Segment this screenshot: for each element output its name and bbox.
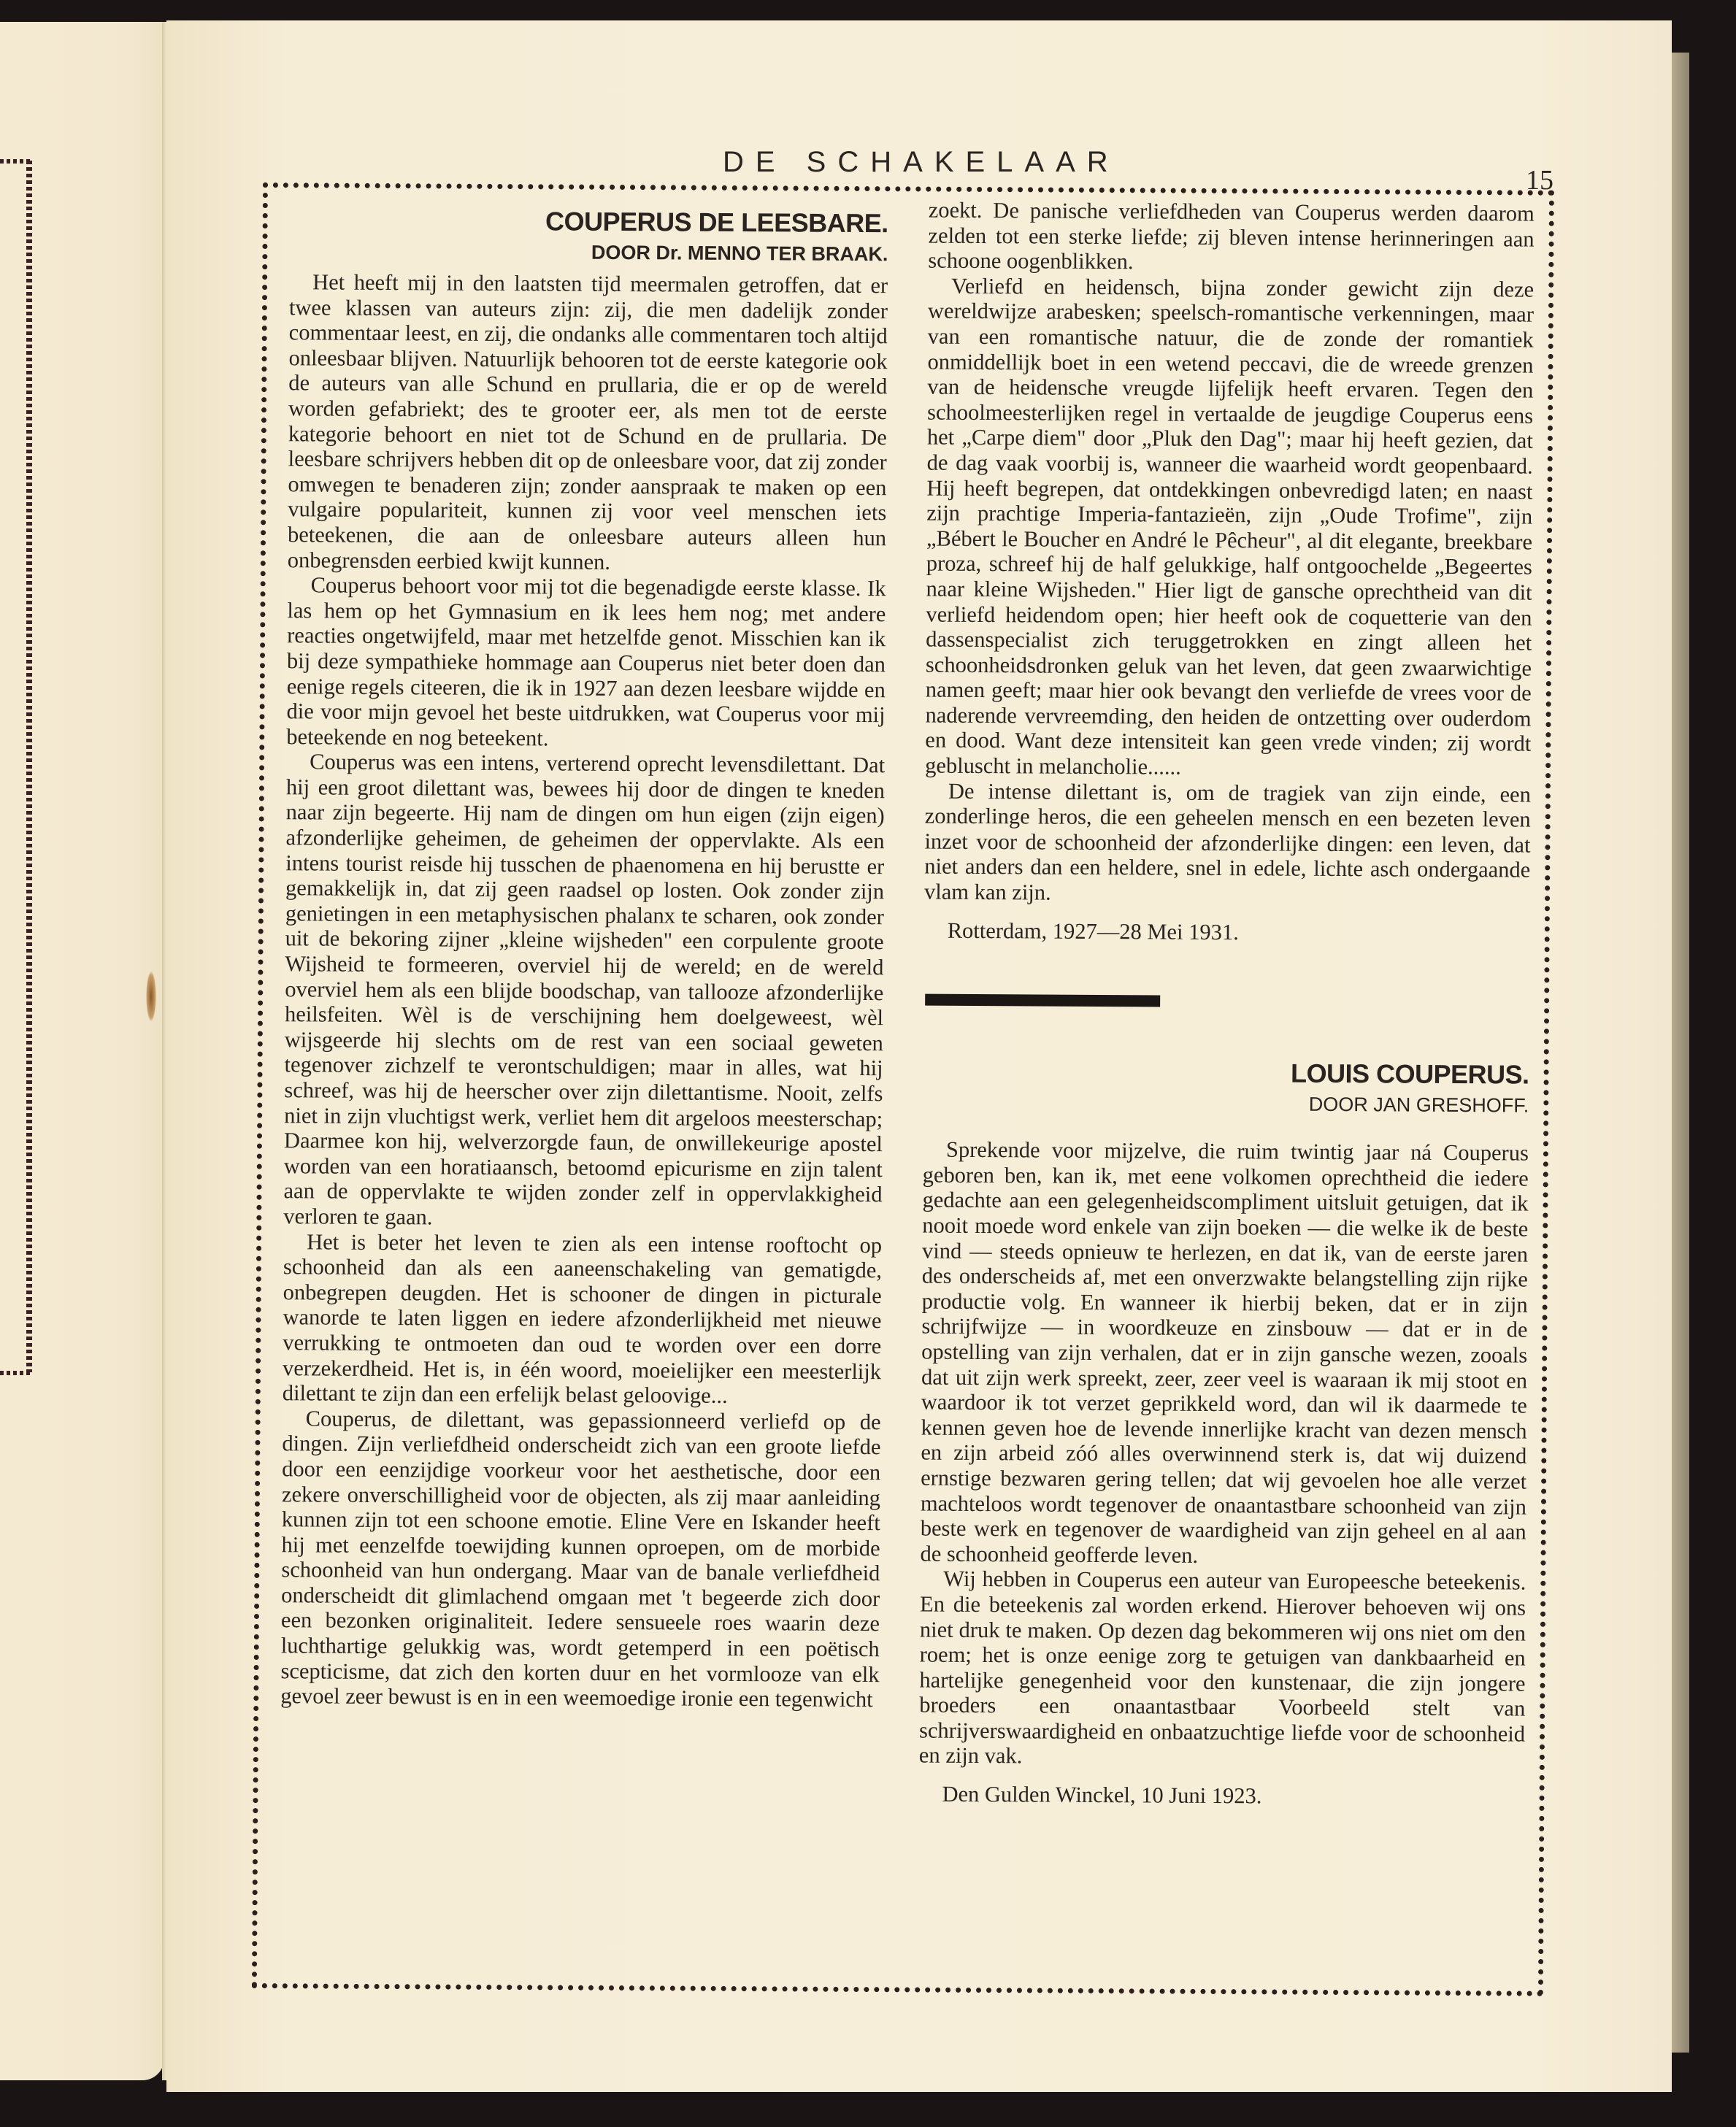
page-number: 15 [1526, 165, 1553, 196]
facing-left-page [0, 22, 164, 2080]
left-page-border-side [26, 161, 32, 1372]
paragraph: Het is beter het leven te zien als een intense rooftocht op schoonheid dan als een aaneenschakeling van gematigde, onbegrepen deugden. Het is schooner de dingen in picturale wanorde te laten liggen en iedere afzonderlijkheid met nieuwe verrukking te ontmoeten dan oud te worden over een dorre verzekerdheid. Het is, in één woord, moeielijker een meesterlijk dilettant te zijn dan een erfelijk belast geloovige... [282, 1228, 883, 1409]
page-edge [1672, 53, 1689, 2053]
article-byline: DOOR Dr. MENNO TER BRAAK. [591, 241, 888, 266]
paragraph: Couperus behoort voor mij tot die begenadigde eerste klasse. Ik las hem op het Gymnasium en ik lees hem nog; met andere reacties ongetwijfeld, maar met hetzelfde genot. Misschien kan ik bij deze sympathieke hommage aan Couperus niet beter doen dan eenige regels citeeren, die ik in 1927 aan dezen leesbare wijdde en die voor mijn gevoel het beste uitdrukken, wat Couperus voor mij beteekende en nog beteekent. [286, 572, 886, 751]
ornamental-frame [252, 182, 1554, 1996]
paragraph: Sprekende voor mijzelve, die ruim twintig jaar ná Couperus geboren ben, kan ik, met eene volkomen oprechtheid die iedere gedachte aan een gelegenheidscompliment uitsluit getuigen, dat ik nooit moede word enkele van zijn boeken — die welke ik de beste vind — steeds opnieuw te herlezen, en dat ik, van de eerste jaren des onderscheids af, met een onverzwakte belangstelling zijn rijke productie volg. En wanneer ik hierbij beken, dat er in zijn schrijfwijze — in woordkeuze en zinsbouw — dat er in de opstelling van zijn verhalen, dat er in zijn gansche wezen, zooals dat uit zijn werk spreekt, zeer, zeer veel is waaraan ik mij stoot en waardoor ik tot verzet geprikkeld word, dan wil ik daarmede te kennen geven hoe de levende innerlijke kracht van dezen mensch en zijn arbeid zóó alles overwinnend sterk is, dat wij duizend ernstige bezwaren gering tellen; dat wij gevoelen hoe alle verzet machteloos wordt tegenover de onaantastbare schoonheid van zijn beste werk en tegenover de waardigheid van zijn geheel en al aan de schoonheid geofferde leven. [920, 1136, 1529, 1568]
section-divider-rule [925, 994, 1160, 1007]
column-left [280, 204, 888, 1712]
paragraph: Het heeft mij in den laatsten tijd meermalen getroffen, dat er twee klassen van auteurs zijn: zij, die men dadelijk zonder commentaar leest, en zij, die ondanks alle commentaren toch altijd onleesbaar blijven. Natuurlijk behooren tot de eerste kategorie ook de auteurs van alle Schund en prullaria, die er op de wereld worden gefabriekt; des te grooter eer, als men tot de eerste kategorie behoort en niet tot de Schund en de prullaria. De leesbare schrijvers hebben dit op de onleesbare voor, dat zij zonder omwegen te benaderen zijn; zonder aanspraak te maken op een vulgaire populariteit, kunnen zij voor veel menschen iets beteekenen, die aan de onleesbare auteurs alleen hun onbegrensden eerbied kwijt kunnen. [287, 269, 888, 574]
paragraph: De intense dilettant is, om de tragiek van zijn einde, een zonderlinge heros, die een geheelen mensch en een bezeten leven inzet voor de schoonheid der afzonderlijke dingen: een leven, dat niet anders dan een heldere, snel in edele, lichte asch ondergaande vlam kan zijn. [923, 778, 1532, 905]
article-dateline: Den Gulden Winckel, 10 Juni 1923. [942, 1781, 1262, 1809]
left-page-border-bottom [0, 1371, 32, 1375]
running-head: DE SCHAKELAAR [723, 146, 1120, 178]
paragraph: Verliefd en heidensch, bijna zonder gewicht zijn deze wereldwijze arabesken; speelsch-romantische verkenningen, maar van een romantische natuur, die de zonde der romantiek onmiddellijk boet in een wetend peccavi, die de wreede grenzen van de heidensche vreugde lijfelijk heeft ervaren. Tegen den schoolmeesterlijken regel in vertaalde de jeugdige Couperus eens het „Carpe diem" door „Pluk den Dag"; maar hij heeft gezien, dat de dag vaak voorbij is, wanneer die waarheid wordt geopenbaard. Hij heeft begrepen, dat ontdekkingen onbevredigd laten; en naast zijn prachtige Imperia-fantazieën, zijn „Oude Trofime", zijn „Bébert le Boucher en André le Pêcheur", al dit elegante, breekbare proza, schreef hij de half gelukkige, half ontgoochelde „Begeertes naar kleine Wijsheden." Hier ligt de gansche oprechtheid van dit verliefd heidendom open; hier heeft ook de coquetterie van den dassenspecialist zich teruggetrokken en zingt alleen het schoonheidsdronken geluk van het leven, dat geen zwaarwichtige namen geeft; maar hier ook bevangt den verliefde de vrees voor de naderende vervreemding, den heiden de ontzetting over ouderdom en dood. Want deze intensiteit kan geen vrede vinden; zij wordt gebluscht in melancholie...... [925, 273, 1535, 780]
column-right [918, 198, 1534, 1811]
article-title: COUPERUS DE LEESBARE. [545, 206, 888, 239]
paragraph: Couperus was een intens, verterend oprecht levensdilettant. Dat hij een groot dilettant was, bewees hij door de dingen te kneden naar zijn begeerte. Hij nam de dingen om hun eigen (zijn eigen) afzonderlijke geheimen, de geheimen der oppervlakte. Als een intens tourist reisde hij tusschen de phaenomena en hij berustte er gemakkelijk in, dat zij geen raadsel op losten. Ook zonder zijn genietingen in een metaphysischen phalanx te scharen, ook zonder uit de bekoring zijner „kleine wijsheden" een corpulente groote Wijsheid te formeeren, overviel hij de wereld; en de wereld overviel hem als een blijde boodschap, van tallooze afzonderlijke heilsfeiten. Wèl is de verschijning hem doelgeweest, wèl wijsgeerde hij slechts om de rest van een sociaal geweten tegenover zichzelf te verontschuldigen; maar in alles, wat hij schreef, was hij de heerscher over zijn dilettantisme. Nooit, zelfs niet in zijn vluchtigst werk, verliet hem dit argeloos meesterschap; Daarmee kon hij, welverzorgde faun, de onwillekeurige apostel worden van een horatiaansch, betoomd epicurisme en zijn talent aan de oppervlakte te wijden zonder zelf in oppervlakkigheid verloren te gaan. [283, 749, 886, 1230]
article-dateline: Rotterdam, 1927—28 Mei 1931. [947, 918, 1239, 945]
paragraph: Couperus, de dilettant, was gepassionneerd verliefd op de dingen. Zijn verliefdheid onderscheidt zich van een groote liefde door een eenzijdige voorkeur voor het aesthetische, door een zekere onverschilligheid voor de objecten, als zij maar aanleiding kunnen zijn tot een schoone emotie. Eline Vere en Iskander heeft hij met eenzelfde toewijding kunnen oproepen, om de morbide schoonheid van hun ondergang. Maar van de banale verliefdheid onderscheidt dit glimlachend omgaan met 't begeerde zich door een bezonken originaliteit. Iedere sensueele roes waarin deze luchthartige gelukkig was, wordt getemperd in een poëtisch scepticisme, dat zich den korten duur en het vormlooze van elk gevoel zeer bewust is en in een weemoedige ironie een tegenwicht [280, 1406, 881, 1712]
paper-stain [146, 971, 156, 1022]
article-title: LOUIS COUPERUS. [1290, 1058, 1529, 1090]
article-byline: DOOR JAN GRESHOFF. [1308, 1093, 1529, 1117]
paragraph-continued: zoekt. De panische verliefdheden van Couperus werden daarom zelden tot een sterke liefde; zij bleven intense herinneringen aan schoone oogenblikken. [928, 197, 1535, 274]
paragraph: Wij hebben in Couperus een auteur van Europeesche beteekenis. En die beteekenis zal worden erkend. Hierover behoeven wij ons niet druk te maken. Op dezen dag bekommeren wij ons niet om den roem; het is onze eenige zorg te getuigen van dankbaarheid en hartelijke genegenheid voor den kunstenaar, die zijn jongere broeders een onaantastbaar Voorbeeld stelt van schrijverswaardigheid en onbaatzuchtige liefde voor de schoonheid en zijn vak. [918, 1566, 1526, 1769]
